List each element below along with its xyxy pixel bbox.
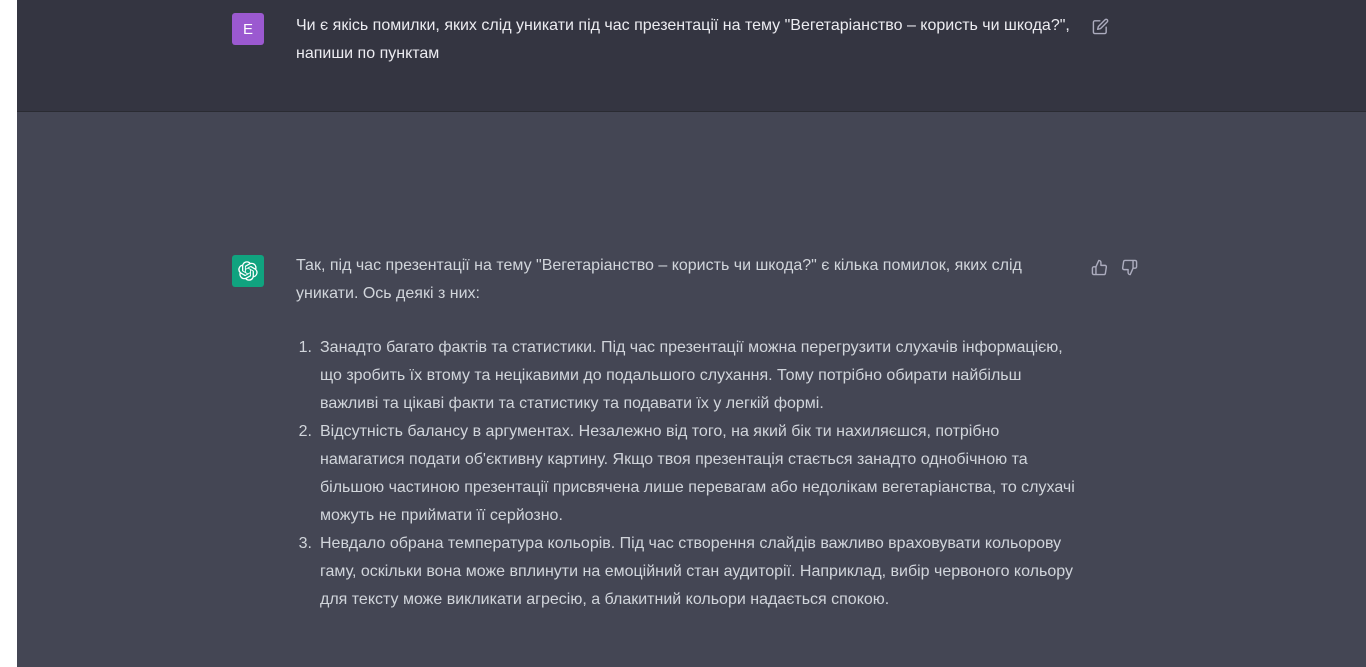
assistant-message-turn	[0, 112, 1366, 667]
left-gutter	[0, 0, 17, 667]
user-message-turn	[0, 0, 1366, 112]
avatar-user-initial: E	[242, 20, 253, 38]
assistant-message-body	[296, 252, 1076, 614]
thumbs-down-icon[interactable]	[1119, 257, 1139, 277]
avatar-assistant	[232, 255, 264, 287]
edit-icon[interactable]	[1090, 16, 1110, 36]
openai-logo-icon	[238, 261, 258, 281]
list-item: Відсутність балансу в аргументах. Незалежно від того, на який бік ти нахиляєшся, потрібно намагатися подати об'єктивну картину. Якщо твоя презентація стається занадто однобічною та більшою частиною презентації присвячена лише перевагам або недолікам вегетаріанства, то слухачі можуть не приймати її серйозно.	[320, 423, 1075, 524]
assistant-message-actions	[1089, 257, 1139, 277]
list-item: Невдало обрана температура кольорів. Під час створення слайдів важливо враховувати кольорову гаму, оскільки вона може вплинути на емоційний стан аудиторії. Наприклад, вибір червоного кольору для тексту може викликати агресію, а блакитний кольори надається спокою.	[320, 535, 1073, 608]
user-message-actions	[1090, 16, 1110, 36]
thumbs-up-icon[interactable]	[1089, 257, 1109, 277]
assistant-points-list	[296, 334, 1076, 614]
user-message-text: Чи є якісь помилки, яких слід уникати під час презентації на тему "Вегетаріанство – користь чи шкода?", напиши по пунктам	[296, 17, 1070, 62]
assistant-intro-text: Так, під час презентації на тему "Вегетаріанство – користь чи шкода?" є кілька помилок, яких слід уникати. Ось деякі з них:	[296, 257, 1022, 302]
avatar-user	[232, 13, 264, 45]
list-item: Занадто багато фактів та статистики. Під час презентації можна перегрузити слухачів інформацією, що зробить їх втому та нецікавими до подальшого слухання. Тому потрібно обирати найбільш важливі та цікаві факти та статистику та подавати їх у легкій формі.	[320, 339, 1063, 412]
